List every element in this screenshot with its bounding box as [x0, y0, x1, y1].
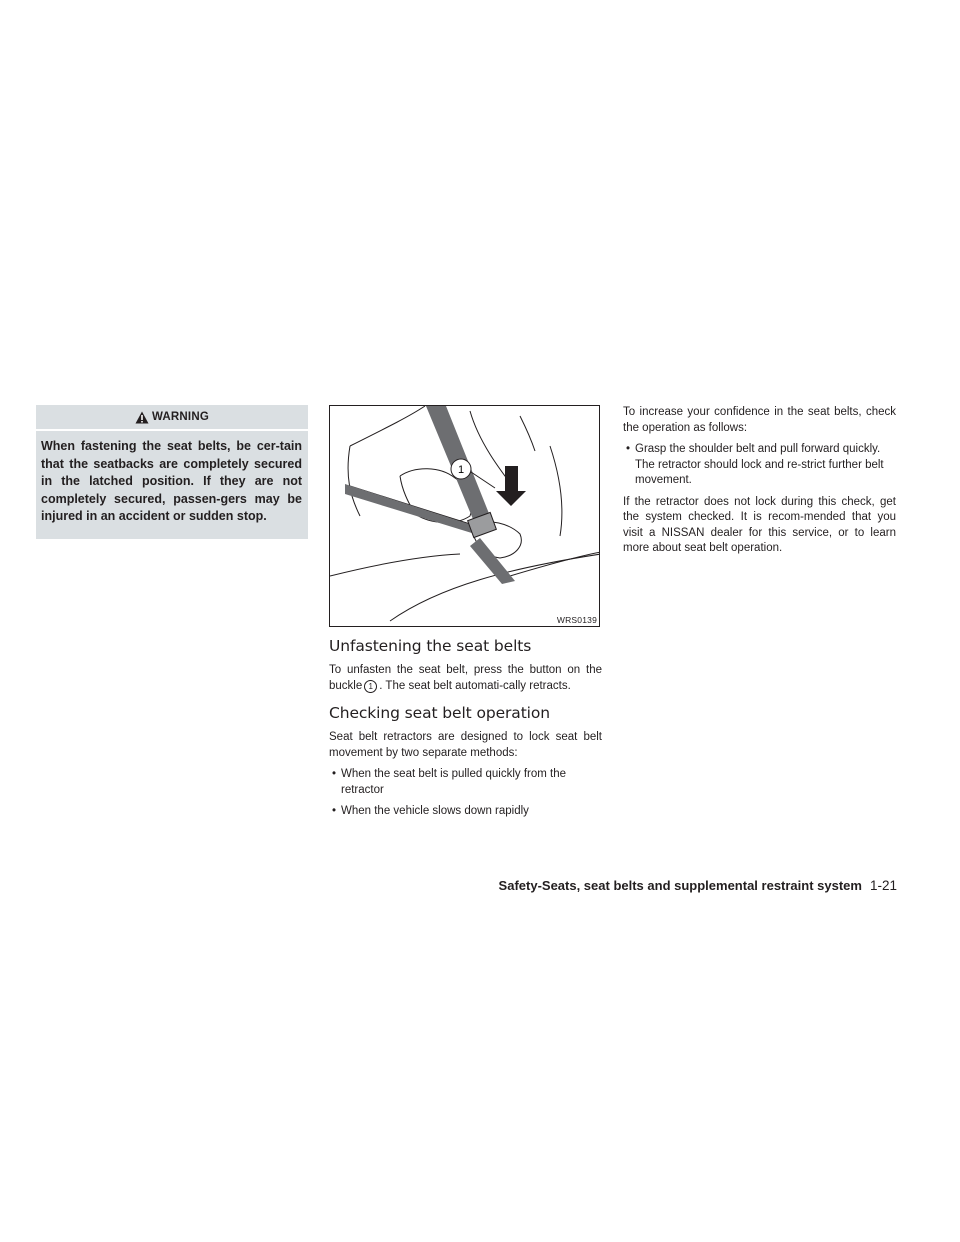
seat-belt-figure [329, 405, 600, 627]
warning-title: WARNING [152, 411, 209, 423]
unfastening-text [329, 663, 602, 694]
column3-bullets [623, 442, 896, 489]
unfastening-text-after: . The seat belt automati-cally retracts. [379, 679, 571, 692]
middle-column [329, 405, 602, 826]
left-column [36, 405, 308, 539]
warning-triangle-icon [135, 411, 149, 424]
unfastening-text-before: To unfasten the seat belt, press the button on the buckle [329, 664, 602, 692]
figure-callout-label: 1 [457, 464, 465, 476]
column3-closing: If the retractor does not lock during this check, get the system checked. It is recom-mended that you visit a NISSAN dealer for this service, or to learn more about seat belt operation. [623, 495, 896, 554]
callout-circle-1: 1 [364, 680, 377, 693]
page-number: 1-21 [869, 878, 897, 893]
warning-header [36, 405, 308, 431]
list-item: • When the seat belt is pulled quickly from the retractor [329, 767, 602, 798]
figure-code: WRS0139 [556, 615, 597, 625]
warning-box [36, 405, 308, 539]
checking-bullets [329, 767, 602, 820]
list-item: • When the vehicle slows down rapidly [329, 804, 602, 820]
column3-intro: To increase your confidence in the seat belts, check the operation as follows: [623, 406, 896, 434]
list-item: • Grasp the shoulder belt and pull forward quickly. The retractor should lock and re-strict further belt movement. [623, 442, 896, 489]
footer-section-title: Safety-Seats, seat belts and supplemental restraint system [498, 878, 862, 893]
right-column [623, 405, 896, 563]
checking-heading: Checking seat belt operation [329, 704, 550, 722]
checking-intro: Seat belt retractors are designed to lock seat belt movement by two separate methods: [329, 731, 602, 759]
warning-text: When fastening the seat belts, be cer-tain that the seatbacks are completely secured in the latched position. If they are not completely secured, passen-gers may be injured in an accident or sudden stop. [41, 439, 302, 523]
unfastening-heading: Unfastening the seat belts [329, 637, 532, 655]
seat-belt-illustration [330, 406, 600, 627]
page-footer [499, 878, 897, 893]
